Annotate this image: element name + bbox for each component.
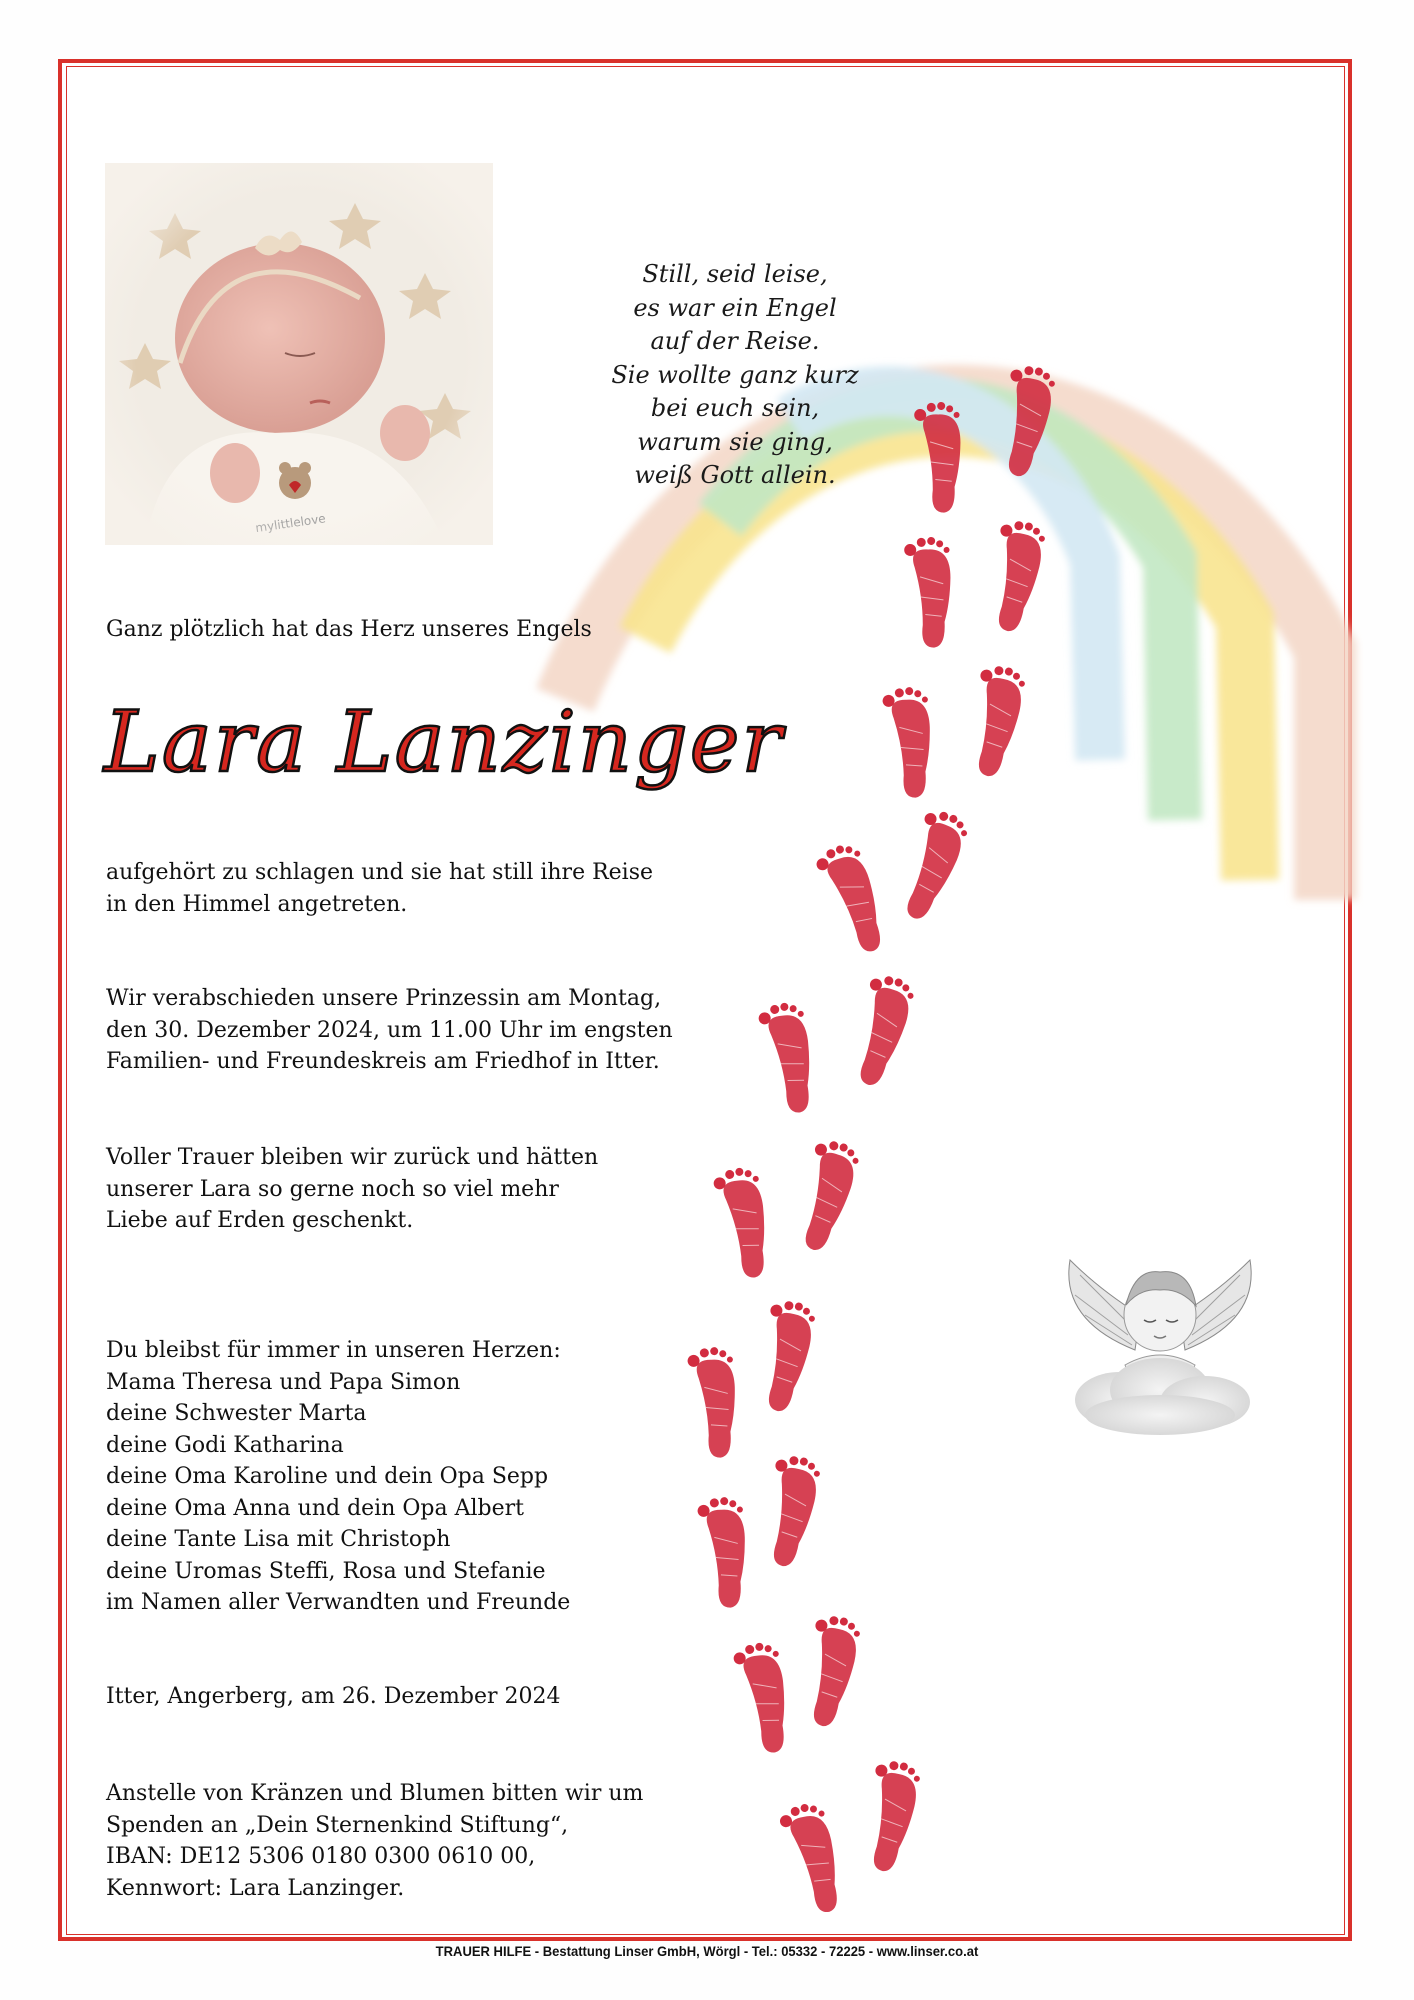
mourner-line: deine Godi Katharina bbox=[106, 1432, 344, 1458]
footprint-icon bbox=[755, 1298, 826, 1427]
iban-line: IBAN: DE12 5306 0180 0300 0610 00, bbox=[106, 1844, 536, 1869]
passing-paragraph bbox=[106, 857, 653, 920]
footprint-icon bbox=[760, 1453, 831, 1582]
footprint-icon bbox=[860, 1758, 931, 1887]
mourner-line: deine Oma Anna und dein Opa Albert bbox=[106, 1495, 524, 1521]
text-line: Familien- und Freundeskreis am Friedhof in Itter. bbox=[106, 1049, 660, 1074]
intro-text: Ganz plötzlich hat das Herz unseres Engels bbox=[106, 617, 592, 642]
deceased-name: Lara Lanzinger bbox=[104, 693, 784, 791]
footprint-icon bbox=[995, 363, 1066, 492]
text-line: Voller Trauer bleiben wir zurück und hätten bbox=[106, 1145, 599, 1170]
mourners-heading: Du bleibst für immer in unseren Herzen: bbox=[106, 1338, 561, 1363]
footprint-icon bbox=[965, 663, 1036, 792]
donation-paragraph bbox=[106, 1778, 643, 1904]
place-date: Itter, Angerberg, am 26. Dezember 2024 bbox=[106, 1684, 561, 1709]
poem-line: Sie wollte ganz kurz bbox=[611, 360, 859, 389]
angel-illustration bbox=[1040, 1240, 1280, 1440]
mourner-line: deine Uromas Steffi, Rosa und Stefanie bbox=[106, 1558, 546, 1584]
poem-line: warum sie ging, bbox=[637, 427, 833, 456]
footprint-icon bbox=[985, 518, 1056, 647]
poem-line: Still, seid leise, bbox=[642, 260, 828, 288]
baby-photo bbox=[105, 163, 493, 545]
text-line: Liebe auf Erden geschenkt. bbox=[106, 1208, 414, 1233]
mourners-list bbox=[106, 1335, 570, 1619]
text-line: in den Himmel angetreten. bbox=[106, 891, 408, 917]
poem-line: weiß Gott allein. bbox=[634, 461, 836, 489]
poem bbox=[575, 258, 895, 493]
text-line: unserer Lara so gerne noch so viel mehr bbox=[106, 1176, 559, 1202]
text-line: den 30. Dezember 2024, um 11.00 Uhr im engsten bbox=[106, 1017, 673, 1043]
text-line: Kennwort: Lara Lanzinger. bbox=[106, 1875, 405, 1901]
mourner-line: deine Oma Karoline und dein Opa Sepp bbox=[106, 1464, 549, 1489]
text-line: aufgehört zu schlagen und sie hat still ihre Reise bbox=[106, 860, 654, 885]
mourner-line: im Namen aller Verwandten und Freunde bbox=[106, 1590, 571, 1615]
text-line: Wir verabschieden unsere Prinzessin am Montag, bbox=[106, 986, 662, 1011]
mourner-line: deine Schwester Marta bbox=[106, 1401, 367, 1426]
funeral-home-footer: TRAUER HILFE - Bestattung Linser GmbH, Wörgl - Tel.: 05332 - 72225 - www.linser.co.at bbox=[435, 1943, 979, 1959]
cloud bbox=[1075, 1358, 1250, 1435]
text-line: Anstelle von Kränzen und Blumen bitten wir um bbox=[106, 1781, 644, 1806]
farewell-paragraph bbox=[106, 983, 673, 1078]
poem-line: auf der Reise. bbox=[650, 327, 820, 355]
footprint-icon bbox=[800, 1613, 871, 1742]
text-line: Spenden an „Dein Sternenkind Stiftung“, bbox=[106, 1812, 569, 1838]
poem-line: es war ein Engel bbox=[633, 293, 837, 322]
poem-line: bei euch sein, bbox=[650, 394, 820, 422]
mourner-line: Mama Theresa und Papa Simon bbox=[106, 1369, 461, 1395]
grief-paragraph bbox=[106, 1142, 598, 1237]
mourner-line: deine Tante Lisa mit Christoph bbox=[106, 1527, 451, 1552]
